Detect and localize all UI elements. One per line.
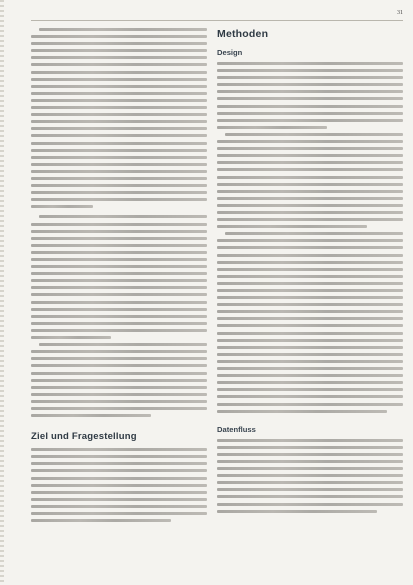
text-line — [31, 372, 207, 375]
text-line — [225, 133, 403, 136]
text-line — [217, 381, 403, 384]
text-line — [217, 467, 403, 470]
text-line — [217, 268, 403, 271]
text-line — [217, 296, 403, 299]
text-line — [31, 191, 207, 194]
text-line — [31, 279, 207, 282]
text-line — [31, 49, 207, 52]
text-line — [31, 448, 207, 451]
text-line — [217, 105, 403, 108]
text-line — [217, 147, 403, 150]
text-line — [31, 223, 207, 226]
text-line — [31, 393, 207, 396]
text-line — [31, 258, 207, 261]
text-line — [217, 503, 403, 506]
page-footer — [31, 567, 403, 577]
text-line — [31, 265, 207, 268]
text-line — [217, 474, 403, 477]
text-line — [31, 230, 207, 233]
text-line — [217, 339, 403, 342]
text-line — [217, 239, 403, 242]
text-line — [31, 357, 207, 360]
text-line — [217, 324, 403, 327]
text-line — [225, 232, 403, 235]
text-line — [217, 353, 403, 356]
page-binding-edge — [0, 0, 4, 585]
text-line — [31, 113, 207, 116]
text-line — [31, 498, 207, 501]
text-line — [31, 308, 207, 311]
text-line — [217, 254, 403, 257]
text-line — [31, 512, 207, 515]
text-line — [217, 510, 377, 513]
text-line — [217, 161, 403, 164]
text-line — [31, 142, 207, 145]
text-line — [31, 400, 207, 403]
text-line — [217, 218, 403, 221]
text-line — [31, 251, 207, 254]
text-line — [31, 35, 207, 38]
text-line — [217, 310, 403, 313]
text-line — [31, 85, 207, 88]
text-line — [217, 346, 403, 349]
text-line — [31, 301, 207, 304]
text-line — [31, 127, 207, 130]
text-line — [31, 469, 207, 472]
text-line — [217, 446, 403, 449]
text-line — [217, 62, 403, 65]
text-line — [31, 386, 207, 389]
text-line — [31, 505, 207, 508]
text-line — [31, 336, 111, 339]
text-line — [217, 332, 403, 335]
text-line — [217, 261, 403, 264]
text-line — [217, 176, 403, 179]
text-line — [217, 112, 403, 115]
text-line — [39, 28, 207, 31]
text-line — [31, 42, 207, 45]
text-line — [31, 484, 207, 487]
text-line — [31, 455, 207, 458]
text-line — [217, 90, 403, 93]
text-line — [31, 477, 207, 480]
text-line — [217, 197, 403, 200]
text-line — [31, 379, 207, 382]
text-line — [217, 367, 403, 370]
text-line — [217, 211, 403, 214]
text-line — [31, 205, 93, 208]
paragraph-block-1 — [31, 28, 207, 212]
text-line — [31, 519, 171, 522]
text-line — [217, 140, 403, 143]
text-line — [217, 204, 403, 207]
text-line — [217, 453, 403, 456]
paragraph-block-5 — [217, 439, 403, 517]
text-line — [31, 78, 207, 81]
text-line — [217, 410, 387, 413]
text-line — [217, 403, 403, 406]
text-line — [217, 76, 403, 79]
paragraph-block-4 — [217, 62, 403, 417]
text-line — [217, 83, 403, 86]
text-line — [31, 92, 207, 95]
text-line — [31, 414, 151, 417]
text-line — [31, 237, 207, 240]
text-line — [217, 225, 367, 228]
text-line — [217, 460, 403, 463]
text-line — [39, 343, 207, 346]
text-line — [217, 246, 403, 249]
section-heading-methoden: Methoden — [217, 28, 269, 40]
text-line — [31, 177, 207, 180]
text-line — [217, 275, 403, 278]
text-line — [31, 329, 207, 332]
text-line — [31, 462, 207, 465]
text-line — [31, 315, 207, 318]
text-line — [31, 163, 207, 166]
text-line — [31, 63, 207, 66]
text-line — [31, 322, 207, 325]
text-line — [31, 56, 207, 59]
text-line — [31, 106, 207, 109]
text-line — [31, 272, 207, 275]
text-line — [217, 317, 403, 320]
text-line — [31, 198, 207, 201]
text-line — [217, 439, 403, 442]
text-line — [217, 154, 403, 157]
text-line — [39, 215, 207, 218]
paragraph-block-3 — [31, 448, 207, 526]
document-page — [31, 8, 403, 578]
text-line — [217, 168, 403, 171]
subsection-heading-datenfluss: Datenfluss — [217, 424, 256, 434]
text-line — [31, 99, 207, 102]
text-line — [217, 282, 403, 285]
text-line — [217, 495, 403, 498]
text-line — [217, 374, 403, 377]
running-header — [31, 8, 403, 21]
text-line — [217, 303, 403, 306]
text-line — [31, 120, 207, 123]
text-line — [31, 134, 207, 137]
section-heading-ziel: Ziel und Fragestellung — [31, 431, 137, 443]
right-column — [217, 28, 403, 517]
text-line — [217, 488, 403, 491]
text-line — [31, 293, 207, 296]
text-line — [31, 350, 207, 353]
left-column — [31, 28, 207, 526]
text-line — [31, 149, 207, 152]
paragraph-block-2 — [31, 215, 207, 421]
subsection-heading-design: Design — [217, 48, 243, 57]
text-line — [217, 289, 403, 292]
text-line — [217, 126, 327, 129]
text-line — [31, 364, 207, 367]
text-line — [217, 97, 403, 100]
text-line — [217, 119, 403, 122]
text-line — [217, 395, 403, 398]
text-line — [31, 407, 207, 410]
text-line — [31, 244, 207, 247]
text-line — [31, 491, 207, 494]
text-line — [31, 184, 207, 187]
text-line — [31, 170, 207, 173]
page-number: 31 — [397, 10, 403, 16]
text-line — [217, 388, 403, 391]
text-line — [217, 481, 403, 484]
text-line — [217, 69, 403, 72]
text-line — [31, 286, 207, 289]
text-line — [31, 156, 207, 159]
text-line — [217, 360, 403, 363]
text-line — [217, 183, 403, 186]
text-line — [217, 190, 403, 193]
text-line — [31, 71, 207, 74]
